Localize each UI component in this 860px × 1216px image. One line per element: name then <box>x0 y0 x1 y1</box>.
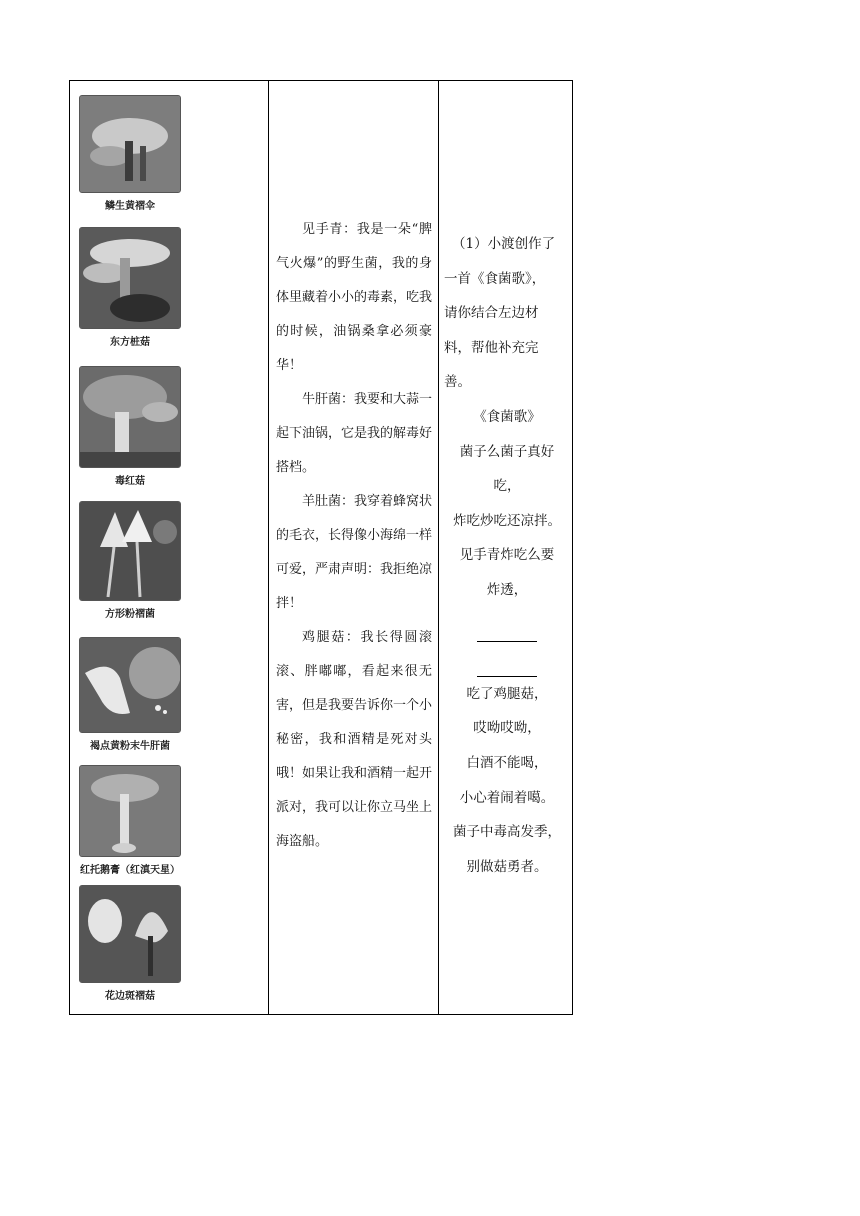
answer-blank[interactable] <box>444 608 570 643</box>
mushroom-photo-icon <box>79 885 181 983</box>
mushroom-item <box>78 637 182 752</box>
mushroom-item <box>78 366 182 487</box>
mushroom-item <box>78 765 182 876</box>
material-paragraph: 鸡腿菇：我长得圆滚滚、胖嘟嘟，看起来很无害，但是我要告诉你一个小秘密，我和酒精是死对头哦！如果让我和酒精一起开派对，我可以让你立马坐上海盗船。 <box>276 630 433 849</box>
material-text-column <box>276 213 432 859</box>
mushroom-photo-icon <box>79 227 181 329</box>
material-table <box>69 80 573 1015</box>
song-line: 菌子么菌子真好 <box>459 443 555 460</box>
mushroom-caption: 方形粉褶菌 <box>105 609 155 620</box>
material-paragraph: 羊肚菌：我穿着蜂窝状的毛衣，长得像小海绵一样可爱，严肃声明：我拒绝凉拌！ <box>276 494 433 611</box>
mushroom-item <box>78 885 182 1002</box>
mushroom-caption: 红托鹅膏（红滇天星） <box>80 865 180 876</box>
mushroom-photo-icon <box>79 501 181 601</box>
song-line: 吃了鸡腿菇， <box>466 685 548 702</box>
song-line: 哎呦哎呦， <box>473 720 541 737</box>
question-line: （1）小渡创作了 <box>452 236 556 252</box>
song-line: 吃， <box>493 478 521 495</box>
mushroom-photo-column <box>70 81 268 1014</box>
mushroom-item <box>78 501 182 620</box>
mushroom-caption: 东方桩菇 <box>110 337 150 348</box>
column-divider <box>268 81 269 1014</box>
mushroom-caption: 花边斑褶菇 <box>105 991 155 1002</box>
question-column <box>444 227 570 884</box>
mushroom-photo-icon <box>79 765 181 857</box>
song-line: 炸透， <box>486 581 528 598</box>
song-title: 《食菌歌》 <box>473 408 541 425</box>
mushroom-caption: 褐点黄粉末牛肝菌 <box>90 741 170 752</box>
mushroom-caption: 鳞生黄褶伞 <box>105 201 155 212</box>
mushroom-photo-icon <box>79 366 181 468</box>
song-line: 白酒不能喝， <box>466 754 548 771</box>
mushroom-caption: 毒红菇 <box>115 476 145 487</box>
question-line: 请你结合左边材 <box>444 305 539 322</box>
mushroom-item <box>78 95 182 212</box>
song-line: 炸吃炒吃还凉拌。 <box>453 512 561 529</box>
song-line: 见手青炸吃么要 <box>459 547 555 564</box>
question-line: 料，帮他补充完 <box>444 339 539 356</box>
question-line: 善。 <box>444 374 471 391</box>
mushroom-photo-icon <box>79 95 181 193</box>
song-line: 小心着闹着噶。 <box>459 789 555 806</box>
mushroom-photo-icon <box>79 637 181 733</box>
song-line: 别做菇勇者。 <box>466 858 548 875</box>
material-paragraph: 见手青：我是一朵“脾气火爆”的野生菌，我的身体里藏着小小的毒素，吃我的时候，油锅桑拿必须豪华！ <box>276 222 433 373</box>
mushroom-item <box>78 227 182 348</box>
material-paragraph: 牛肝菌：我要和大蒜一起下油锅，它是我的解毒好搭档。 <box>276 392 433 475</box>
answer-blank[interactable] <box>444 642 570 677</box>
column-divider <box>438 81 439 1014</box>
song-line: 菌子中毒高发季， <box>453 824 561 841</box>
question-line: 一首《食菌歌》， <box>444 270 546 287</box>
